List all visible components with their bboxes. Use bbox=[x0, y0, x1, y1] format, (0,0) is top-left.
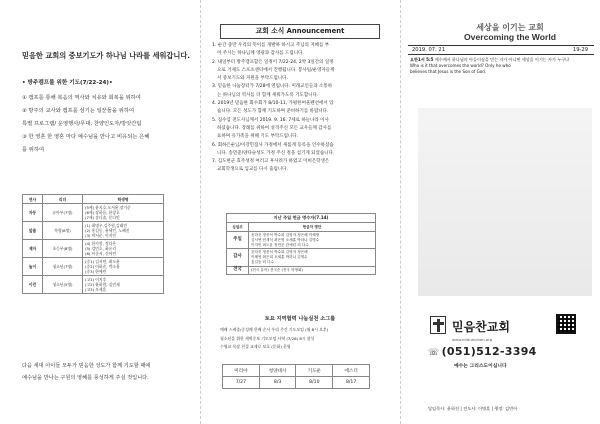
small-group-lines bbox=[220, 326, 390, 352]
duty-table bbox=[222, 364, 370, 389]
duty-name: 청양대사 bbox=[259, 365, 296, 377]
region-cell: 앞줄 bbox=[23, 222, 43, 240]
region-cell: 제자 bbox=[23, 240, 43, 258]
staff-info: 담임목사: 윤하진 | 전도사: 이명훈 | 행정: 김민아 bbox=[428, 406, 518, 411]
announcement-item-cont: 서 중보기도와 지원을 부탁드립니다. bbox=[217, 76, 288, 82]
region-cell: 자동 bbox=[23, 204, 43, 222]
prayer-subheading: • 방주캠프를 위한 기도(7/22-24)• bbox=[22, 80, 113, 86]
announcement-item-cont: 니다. 송민준/양다슬성도 가정 주신 정을 섬기게 되었습니다. bbox=[217, 150, 335, 156]
cross-icon bbox=[430, 316, 446, 334]
cover-subtitle: Overcoming the World bbox=[464, 32, 556, 42]
students-cell bbox=[83, 258, 164, 276]
small-group-line: 수영교 목장 친절 교제로 보호 (문화) 운영 bbox=[220, 344, 291, 350]
offering-category: 전국 bbox=[227, 266, 249, 274]
announcement-item: 5. 집수입 전도사님께서 2019. 9. 16. 7세로 하늘나라 이사 bbox=[212, 117, 329, 123]
duty-name: 기도운 bbox=[296, 365, 333, 377]
verse-reference: 요한1서 5:5 bbox=[410, 57, 434, 62]
church-website: www.midumchan.org bbox=[452, 337, 493, 342]
cover-panel bbox=[400, 0, 600, 424]
phone-icon: ☏ bbox=[428, 348, 440, 358]
student-line: (6세) 장하음, 한창호 bbox=[85, 210, 120, 215]
offering-row bbox=[227, 232, 376, 249]
duty-date: 8/17 bbox=[333, 377, 370, 389]
closing-text bbox=[22, 360, 194, 384]
offering-name-line: 이혜영 최은희 오세훈 박하나 김명수 bbox=[251, 255, 308, 260]
student-line: (6) 이준서, 신아린 bbox=[85, 251, 117, 256]
leader-cell: 초등부(8명) bbox=[43, 240, 83, 258]
student-line: (3) 박서준, 이지민 bbox=[85, 233, 117, 238]
student-line: (2) 홍길동, 윤세인, 노혜진 bbox=[85, 228, 130, 233]
leader-cell: 유아부(7명) bbox=[43, 204, 83, 222]
table-row bbox=[23, 258, 164, 276]
announcement-item: 6. 회하은순님/이강민집사 가정에서 새롭게 등록을 인수하셨습 bbox=[212, 142, 334, 148]
offering-name-line: (전국 유아) 전국순 (전국 학생회) bbox=[251, 267, 303, 272]
offering-table-body bbox=[227, 223, 376, 275]
region-cell: 높이 bbox=[23, 258, 43, 276]
student-line: (4) 한가람, 정다은 bbox=[85, 241, 117, 246]
offering-name-line: 이지민 최도윤 장민준 한예린 외 다수 bbox=[251, 242, 309, 247]
closing-line: 예수님을 만나는 구원의 영혜를 풍성하게 주실 것입니다. bbox=[22, 375, 149, 381]
closing-line: 다음 세대 아이들 모두가 믿음한 성도가 함께 기도할 때에 bbox=[22, 363, 151, 369]
table-row bbox=[23, 222, 164, 240]
church-motto: 예수는 그리스도이십니다 bbox=[454, 364, 507, 369]
prayer-item: ③ 한 영혼 한 영혼 마다 예수님을 만나고 비유되는 은혜 bbox=[22, 134, 150, 140]
duty-name: 미리아 bbox=[223, 365, 260, 377]
students-cell bbox=[83, 276, 164, 294]
announcement-item-cont: 으로 거제도 스포츠센터에서 진행됩니다. 봉사팀/운영자들께 bbox=[217, 67, 335, 73]
offering-category: 감사 bbox=[227, 249, 249, 266]
duty-date: 7/27 bbox=[223, 377, 260, 389]
offering-table bbox=[226, 213, 376, 275]
offering-names bbox=[249, 232, 376, 249]
offering-caption: 지난 주일 헌금 명수자(7.14) bbox=[227, 214, 376, 223]
offering-header: 헌금자 명단 bbox=[249, 223, 376, 232]
offering-header: 십일조 bbox=[227, 223, 249, 232]
small-group-line: 예배 스케줄/중성례 헌배 순서 우리 주간 기도모임 (월 8시 오후) bbox=[220, 327, 329, 332]
announcement-title: 교회 소식 Announcement bbox=[220, 24, 380, 39]
participants-table-body bbox=[23, 204, 164, 294]
students-cell bbox=[83, 222, 164, 240]
offering-name-line: 홍길동 외 다수 bbox=[251, 259, 275, 264]
announcement-item: 4. 2019년 믿음한 회수회가 8/10-11, 가평한여울펜션에서 있 bbox=[212, 101, 334, 107]
bulletin-number: 19-29 bbox=[572, 47, 588, 53]
offering-row bbox=[227, 249, 376, 266]
cover-photo bbox=[418, 108, 592, 296]
offering-category: 주일 bbox=[227, 232, 249, 249]
prayer-panel bbox=[0, 0, 200, 424]
student-line: (고2) 윤하람, 김민재 bbox=[85, 282, 120, 287]
announcement-item-cont: 하셨습니다. 장례를 위하여 성격주신 모든 교우들께 감사를 bbox=[217, 125, 332, 131]
students-cell bbox=[83, 240, 164, 258]
duty-date: 8/10 bbox=[296, 377, 333, 389]
table-header: 리더 bbox=[43, 195, 83, 204]
church-phone bbox=[428, 345, 537, 358]
announcement-item-cont: 습니다. 모든 성도가 함께 기도하며 준비하기를 바랍니다. bbox=[217, 109, 329, 115]
prayer-heading: 믿음한 교회의 중보기도가 하나님 나라를 세워갑니다. bbox=[22, 51, 190, 60]
prayer-item: 특별 프로그램/ 운영행사/무대, 찬양인도자/방앗간팀 bbox=[22, 121, 142, 127]
student-line: (5) 강민호, 최유리 bbox=[85, 246, 117, 251]
announcement-item-cont: 표하며 유가족을 위해 기도 부탁드립니다. bbox=[217, 134, 299, 140]
bulletin-info-bar bbox=[408, 45, 594, 55]
announcement-panel bbox=[200, 0, 400, 424]
region-cell: 이런 bbox=[23, 276, 43, 294]
student-line: (5세) 윤지호,오서윤,장기준 bbox=[85, 205, 131, 210]
duty-name: 에스더 bbox=[333, 365, 370, 377]
verse-english: Who is it that overcomes the world? Only he who bbox=[410, 62, 511, 68]
student-line: (중3) 한예린 bbox=[85, 269, 107, 274]
bulletin-date: 2019. 07. 21 bbox=[412, 47, 445, 53]
student-line: (고3) 오세훈 bbox=[85, 287, 107, 292]
announcement-item: 3. 믿음한 나눔장터가 7/28에 열립니다. 미래교인들과 소통하 bbox=[212, 84, 333, 90]
duty-date: 8/3 bbox=[259, 377, 296, 389]
offering-name-line: 윤하진 정종석 박수화 김영자 정은혜 bbox=[251, 250, 308, 255]
offering-names bbox=[249, 266, 376, 274]
small-group-title: 토요 지역협력 나눔실천 소그룹 bbox=[264, 316, 336, 322]
participants-table bbox=[22, 194, 164, 294]
small-group-line: 청소년을 위한 새벽중보 기도모임 사역 (7/28) 8시 참석 bbox=[220, 335, 315, 341]
prayer-item: 를 위하여 bbox=[22, 147, 45, 153]
table-row bbox=[23, 204, 164, 222]
announcement-item-cont: 어 주시는 하나님께 영광과 감사를 드립니다. bbox=[217, 51, 304, 57]
announcement-item-cont: 교회학생으로 입교를 다시 출립니다. bbox=[217, 167, 288, 173]
offering-name-line: 윤하진 정종석 박수화 김영자 정은혜 이혜영 bbox=[251, 233, 320, 237]
students-cell bbox=[83, 204, 164, 222]
student-line: (중1) 김서연, 최도윤 bbox=[85, 259, 120, 264]
leader-cell: 청소년(5명) bbox=[43, 276, 83, 294]
table-row bbox=[23, 240, 164, 258]
prayer-items bbox=[22, 92, 194, 157]
scripture-verse bbox=[410, 57, 596, 74]
offering-row bbox=[227, 266, 376, 274]
announcement-list bbox=[212, 42, 390, 175]
table-header: 학생명 bbox=[83, 195, 164, 204]
offering-name-line: 김서연 민재식 최은영 오세훈 박하나 김명수 bbox=[251, 237, 320, 242]
church-logo-row bbox=[430, 316, 590, 336]
announcement-item-cont: 는 하나님의 역사를 더 함께 세워가도록 기도합니다. bbox=[217, 92, 319, 98]
leader-cell: 청소년(7명) bbox=[43, 258, 83, 276]
student-line: (중2) 이하준, 박소율 bbox=[85, 264, 120, 269]
announcement-item: 7. 김도현군 효주성정 여러고 후사려가 하였고 이희은학생은 bbox=[212, 159, 330, 165]
prayer-item: ① 캠프를 통해 복음의 역사와 치유와 회복을 위하여 bbox=[22, 95, 141, 101]
table-row bbox=[23, 276, 164, 294]
student-line: (고1) 이지후 bbox=[85, 277, 107, 282]
verse-korean: 예수께서 하나님의 아들이심을 믿는 자가 아니면 세상을 이기는 자가 누구냐 bbox=[434, 57, 570, 62]
qr-code-icon bbox=[556, 314, 576, 334]
offering-names bbox=[249, 249, 376, 266]
announcement-item: 2. 내일부터 방주캠프합은 일정이 7/22-24, 2박 3일간의 일정 bbox=[212, 59, 334, 65]
table-header: 연사 bbox=[23, 195, 43, 204]
leader-cell: 학령(8명) bbox=[43, 222, 83, 240]
announcement-item: 1. 순간 충만 우리의 뜻이를 개발하 하시고 주님의 지혜를 부 bbox=[212, 43, 330, 48]
church-name: 믿음찬교회 bbox=[452, 320, 510, 334]
phone-number: (051)512-3394 bbox=[441, 345, 537, 358]
student-line: (1) 최명우,김주원,김태민 bbox=[85, 223, 128, 228]
verse-english: believes that Jesus is the Son of God. bbox=[410, 68, 487, 74]
student-line: (7세) 송다솔, 문다인 bbox=[85, 215, 120, 220]
prayer-item: ② 방주의 교사와 캠프를 섬기는 일꾼들을 위하여 bbox=[22, 108, 135, 114]
cover-title: 세상을 이기는 교회 bbox=[476, 23, 544, 32]
